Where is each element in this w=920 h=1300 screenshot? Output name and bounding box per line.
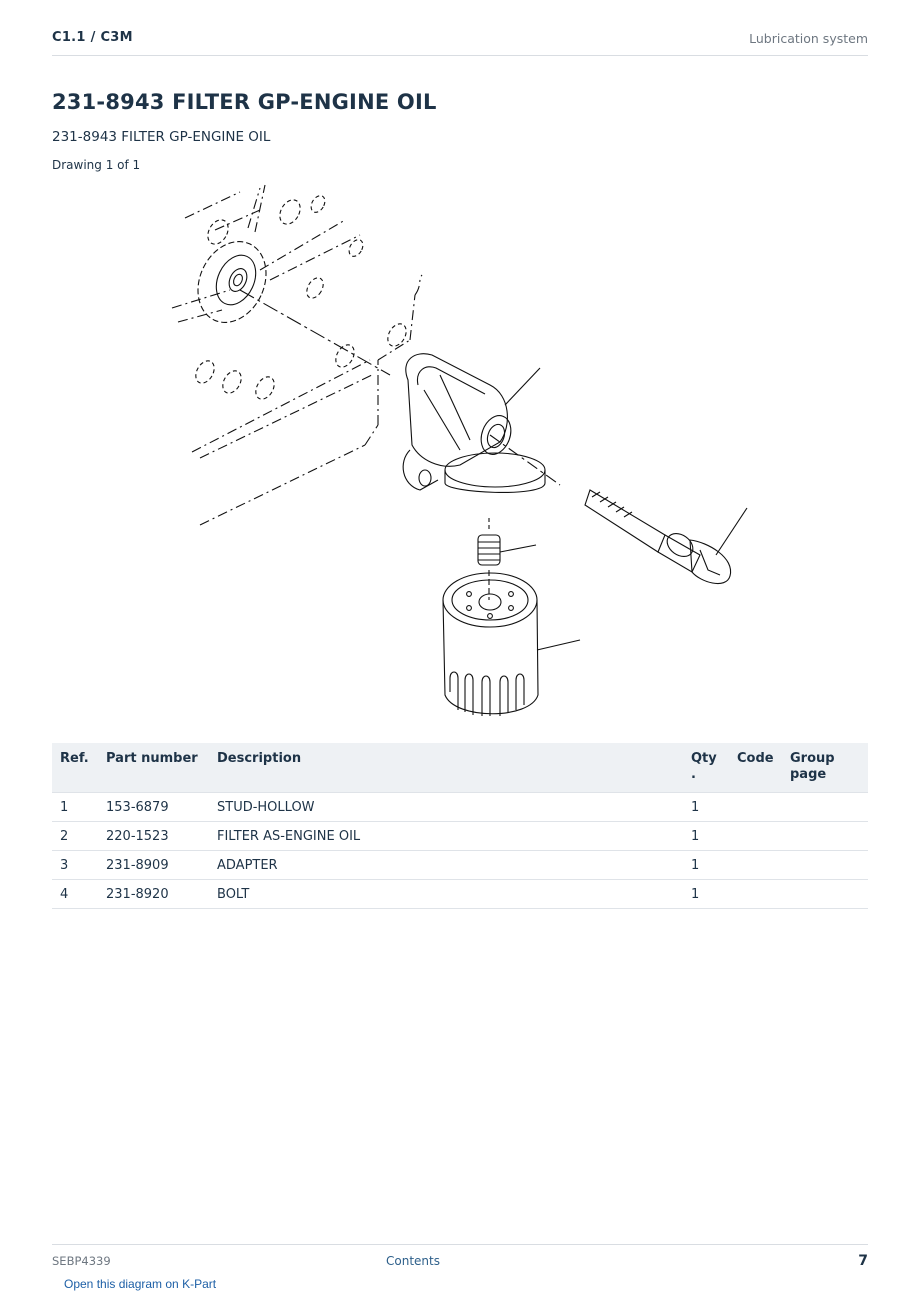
cell-code [729,793,782,822]
table-row [52,822,868,851]
cell-part-number: 231-8920 [98,880,209,909]
cell-qty: 1 [683,822,729,851]
table-row [52,793,868,822]
cell-description: BOLT [209,880,683,909]
header-group-page: Group page [782,743,868,793]
header-description: Description [209,743,683,793]
breadcrumb: C1.1 / C3M [52,30,133,45]
header-code: Code [729,743,782,793]
cell-code [729,822,782,851]
page-title: 231-8943 FILTER GP-ENGINE OIL [52,90,437,114]
drawing-count: Drawing 1 of 1 [52,158,141,172]
cell-part-number: 153-6879 [98,793,209,822]
exploded-parts-diagram [160,180,780,725]
mounting-boss [185,230,279,333]
cell-ref: 2 [52,822,98,851]
document-id: SEBP4339 [52,1254,111,1268]
cell-qty: 1 [683,880,729,909]
stud-hollow-part [478,518,500,600]
cell-group-page [782,851,868,880]
cell-ref: 3 [52,851,98,880]
section-name: Lubrication system [749,31,868,46]
cell-description: ADAPTER [209,851,683,880]
cell-part-number: 231-8909 [98,851,209,880]
oil-filter-part [443,573,538,716]
page-header [52,28,868,56]
cell-code [729,880,782,909]
cell-code [729,851,782,880]
cell-qty: 1 [683,793,729,822]
adapter-part [403,354,560,493]
parts-table-header [52,743,868,793]
table-row [52,851,868,880]
table-row [52,880,868,909]
cell-group-page [782,793,868,822]
cell-description: FILTER AS-ENGINE OIL [209,822,683,851]
cell-ref: 1 [52,793,98,822]
bolt-part [585,490,731,584]
cell-group-page [782,880,868,909]
header-qty: Qty . [683,743,729,793]
page-number: 7 [858,1253,868,1269]
header-ref: Ref. [52,743,98,793]
cell-description: STUD-HOLLOW [209,793,683,822]
engine-block-outline [172,185,422,525]
block-holes [192,193,410,402]
page-subtitle: 231-8943 FILTER GP-ENGINE OIL [52,129,271,145]
cell-qty: 1 [683,851,729,880]
cell-ref: 4 [52,880,98,909]
header-part-number: Part number [98,743,209,793]
kpart-diagram-link[interactable]: Open this diagram on K-Part [64,1277,217,1291]
cell-group-page [782,822,868,851]
contents-link[interactable]: Contents [386,1254,440,1268]
page-footer [52,1244,868,1294]
cell-part-number: 220-1523 [98,822,209,851]
parts-table [52,743,868,909]
assembly-centerline [240,290,390,375]
